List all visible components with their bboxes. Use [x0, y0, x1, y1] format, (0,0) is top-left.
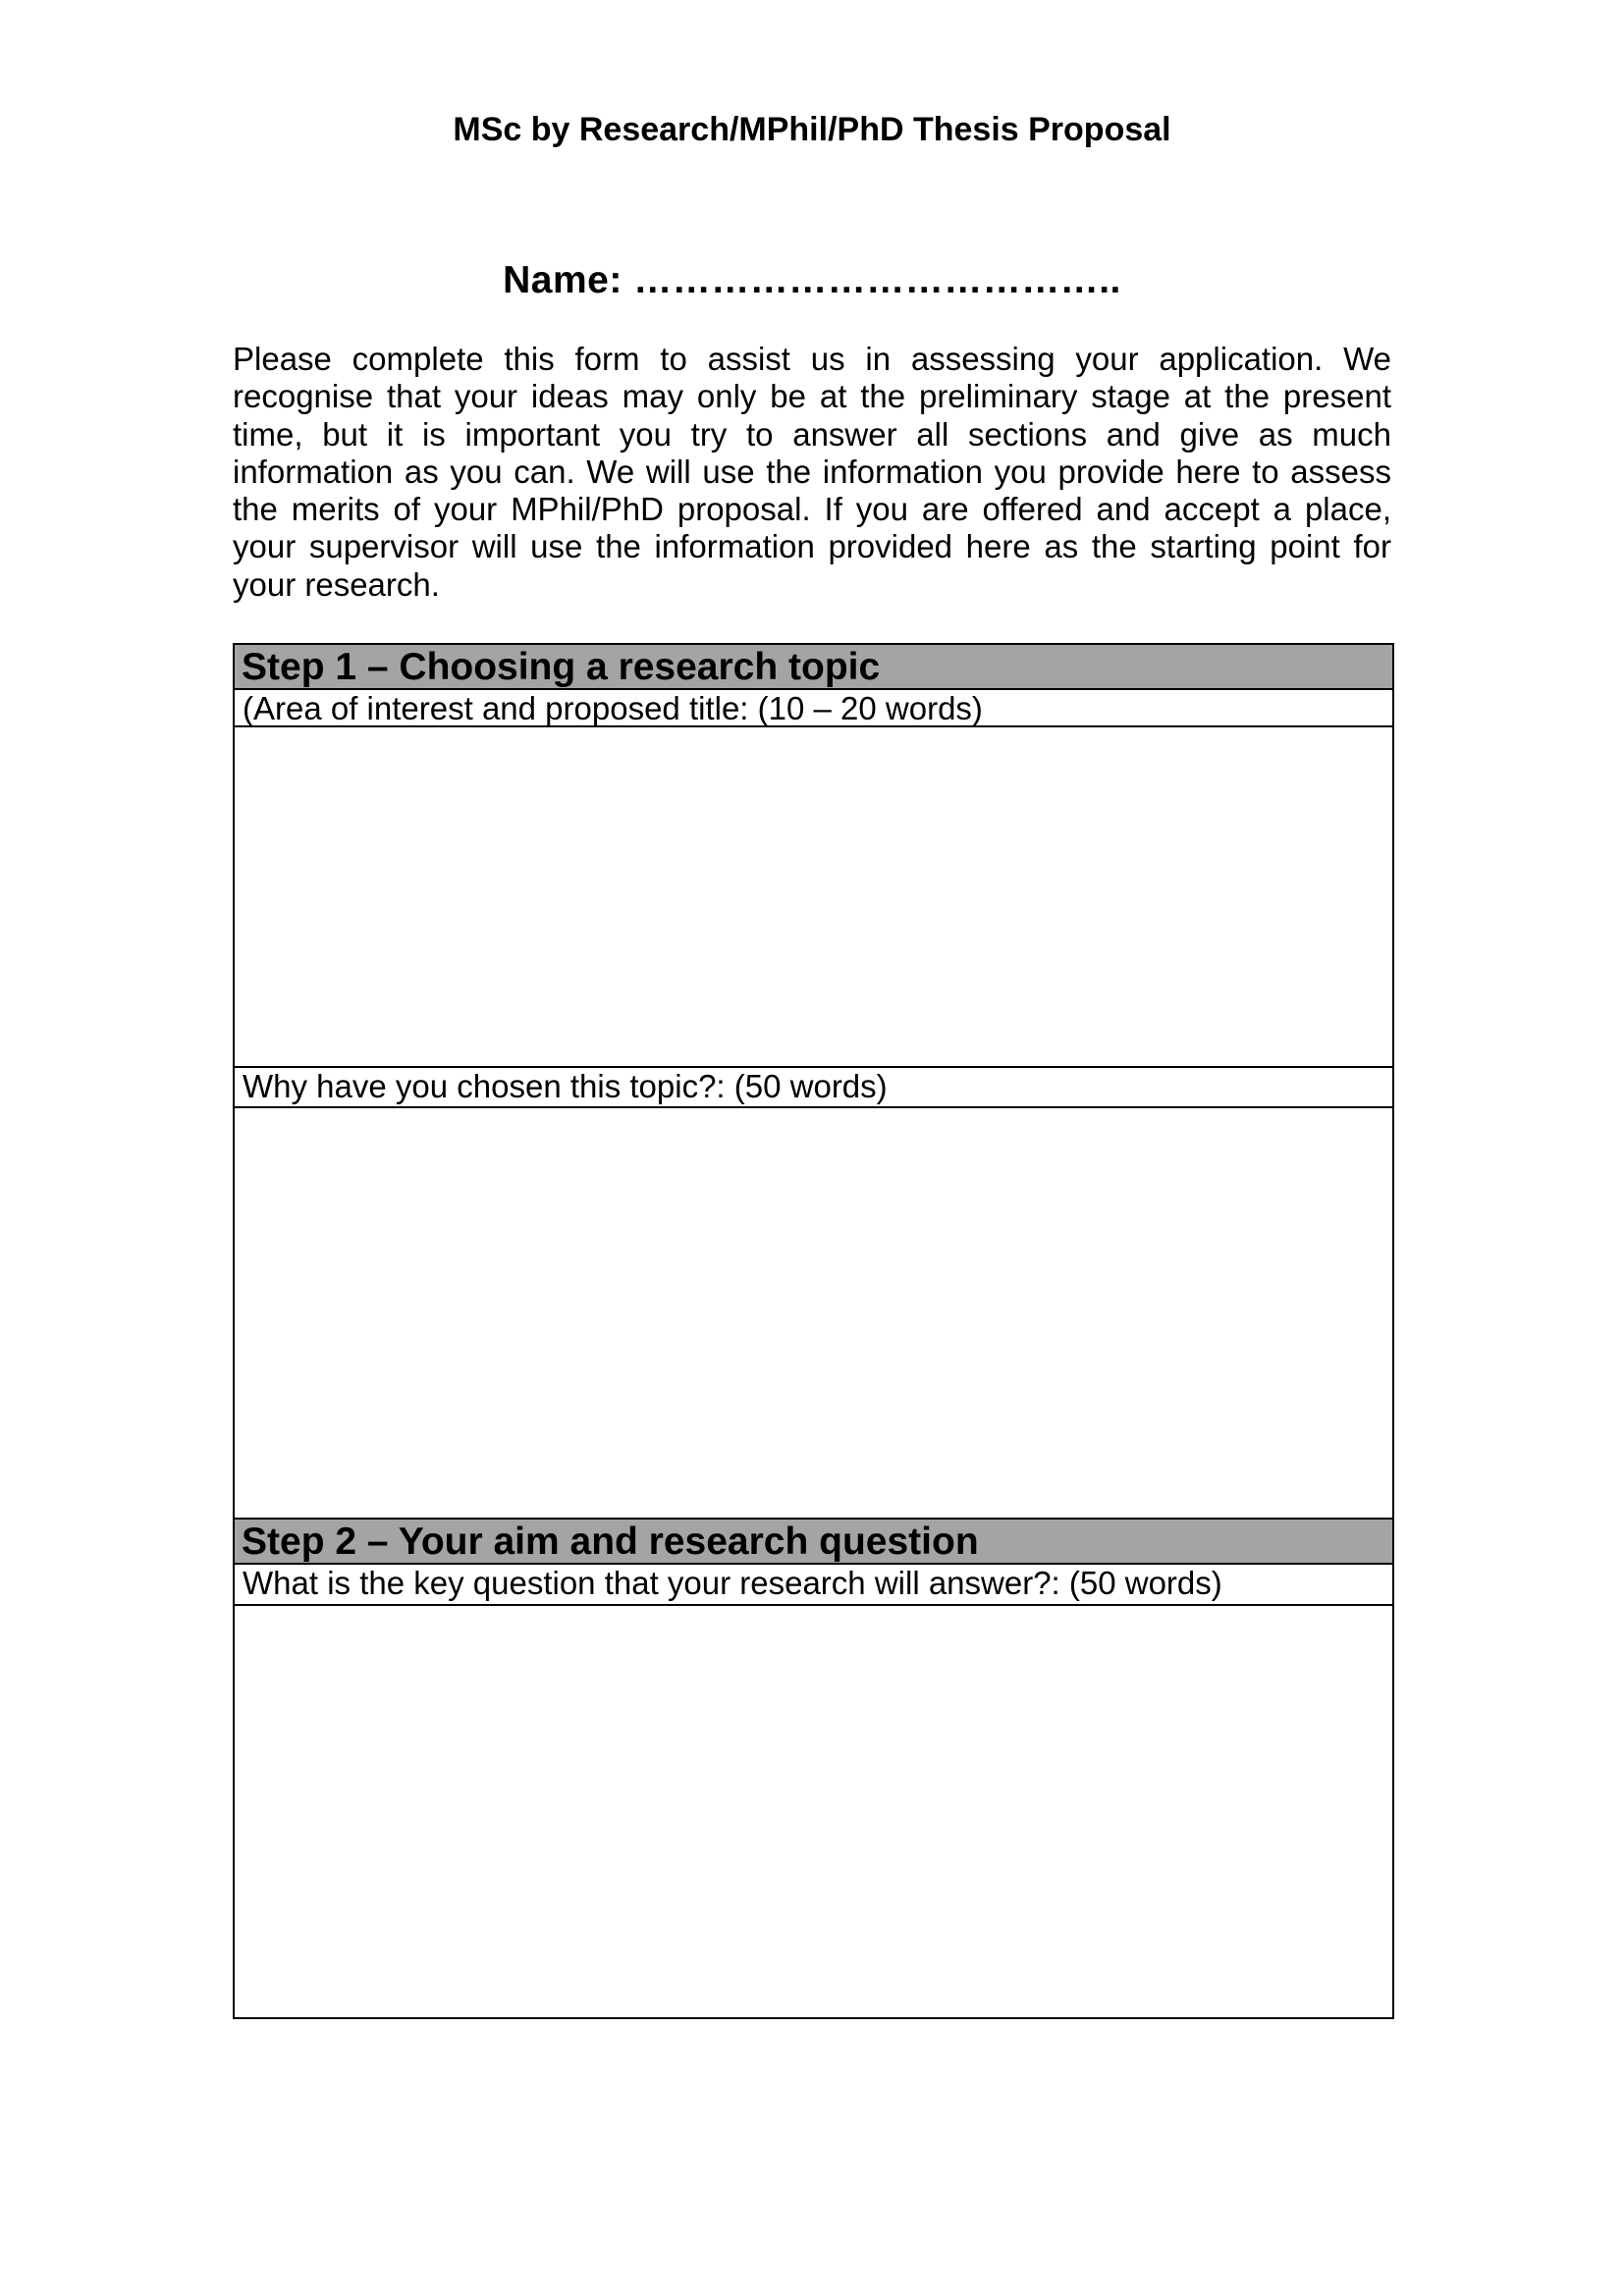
intro-paragraph: Please complete this form to assist us in assessing your application. We recognise that your ideas may only be at the preliminary stage at the present time, but it is important you try to answer all sections and give as much information as you can. We will use the information you provide here to assess the merits of your MPhil/PhD proposal. If you are offered and accept a place, your supervisor will use the information provided here as the starting point for your research.	[233, 341, 1391, 603]
section-header-step1: Step 1 – Choosing a research topic	[235, 645, 1392, 690]
name-dotted-line: ………………………………..	[633, 259, 1121, 301]
section-header-step2: Step 2 – Your aim and research question	[235, 1520, 1392, 1565]
name-line	[0, 259, 1624, 302]
proposal-form-table	[233, 643, 1394, 2019]
field-label-key-question: What is the key question that your research will answer?: (50 words)	[235, 1565, 1392, 1606]
input-why-topic[interactable]	[235, 1108, 1392, 1520]
input-area-of-interest[interactable]	[235, 727, 1392, 1068]
field-label-area-of-interest: (Area of interest and proposed title: (10 – 20 words)	[235, 690, 1392, 727]
name-label: Name:	[503, 259, 623, 301]
field-label-why-topic: Why have you chosen this topic?: (50 words)	[235, 1068, 1392, 1108]
page-title: MSc by Research/MPhil/PhD Thesis Proposal	[453, 111, 1171, 148]
input-key-question[interactable]	[235, 1606, 1392, 2017]
